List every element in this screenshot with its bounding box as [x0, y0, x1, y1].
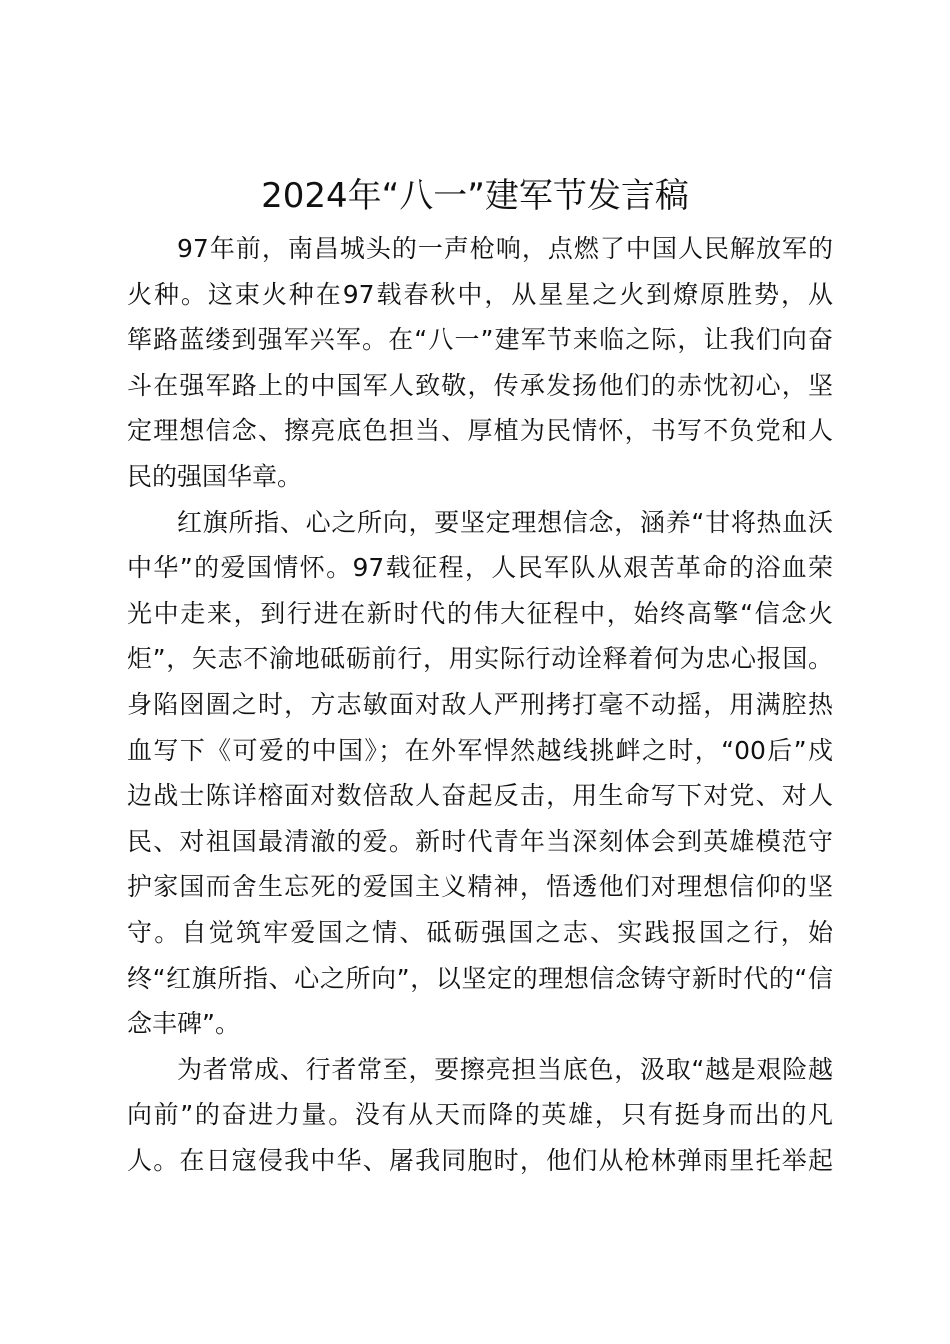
paragraph-line: 护家国而舍生忘死的爱国主义精神，悟透他们对理想信仰的坚 — [127, 872, 833, 902]
paragraph-line: 光中走来，到行进在新时代的伟大征程中，始终高擎“信念火 — [127, 598, 833, 628]
paragraph-line: 人。在日寇侵我中华、屠我同胞时，他们从枪林弹雨里托举起 — [127, 1145, 833, 1175]
paragraph-line: 民的强国华章。 — [127, 461, 303, 491]
paragraph-line: 边战士陈详榕面对数倍敌人奋起反击，用生命写下对党、对人 — [127, 781, 833, 811]
paragraph-line: 终“红旗所指、心之所向”，以坚定的理想信念铸守新时代的“信 — [127, 963, 833, 993]
paragraph-line: 炬”，矢志不渝地砥砺前行，用实际行动诠释着何为忠心报国。 — [127, 644, 833, 674]
paragraph-line: 筚路蓝缕到强军兴军。在“八一”建军节来临之际，让我们向奋 — [127, 325, 833, 355]
paragraph-line: 向前”的奋进力量。没有从天而降的英雄，只有挺身而出的凡 — [127, 1100, 833, 1130]
paragraph-line: 为者常成、行者常至，要擦亮担当底色，汲取“越是艰险越 — [177, 1054, 833, 1084]
document-title: 2024年“八一”建军节发言稿 — [261, 176, 689, 216]
paragraph-line: 守。自觉筑牢爱国之情、砥砺强国之志、实践报国之行，始 — [127, 917, 833, 947]
paragraph-line: 血写下《可爱的中国》；在外军悍然越线挑衅之时，“00后”戍 — [127, 735, 833, 765]
paragraph-line: 火种。这束火种在97载春秋中，从星星之火到燎原胜势，从 — [127, 279, 833, 309]
paragraph-line: 定理想信念、擦亮底色担当、厚植为民情怀，书写不负党和人 — [127, 416, 833, 446]
document-body — [127, 226, 833, 1183]
paragraph-line: 身陷囹圄之时，方志敏面对敌人严刑拷打毫不动摇，用满腔热 — [127, 689, 833, 719]
paragraph-line: 红旗所指、心之所向，要坚定理想信念，涵养“甘将热血沃 — [177, 507, 833, 537]
paragraph-line: 中华”的爱国情怀。97载征程，人民军队从艰苦革命的浴血荣 — [127, 553, 833, 583]
paragraph-line: 民、对祖国最清澈的爱。新时代青年当深刻体会到英雄模范守 — [127, 826, 833, 856]
paragraph-line: 97年前，南昌城头的一声枪响，点燃了中国人民解放军的 — [177, 234, 833, 263]
paragraph-line: 斗在强军路上的中国军人致敬，传承发扬他们的赤忱初心，坚 — [127, 370, 833, 400]
paragraph-line: 念丰碑”。 — [127, 1009, 240, 1039]
